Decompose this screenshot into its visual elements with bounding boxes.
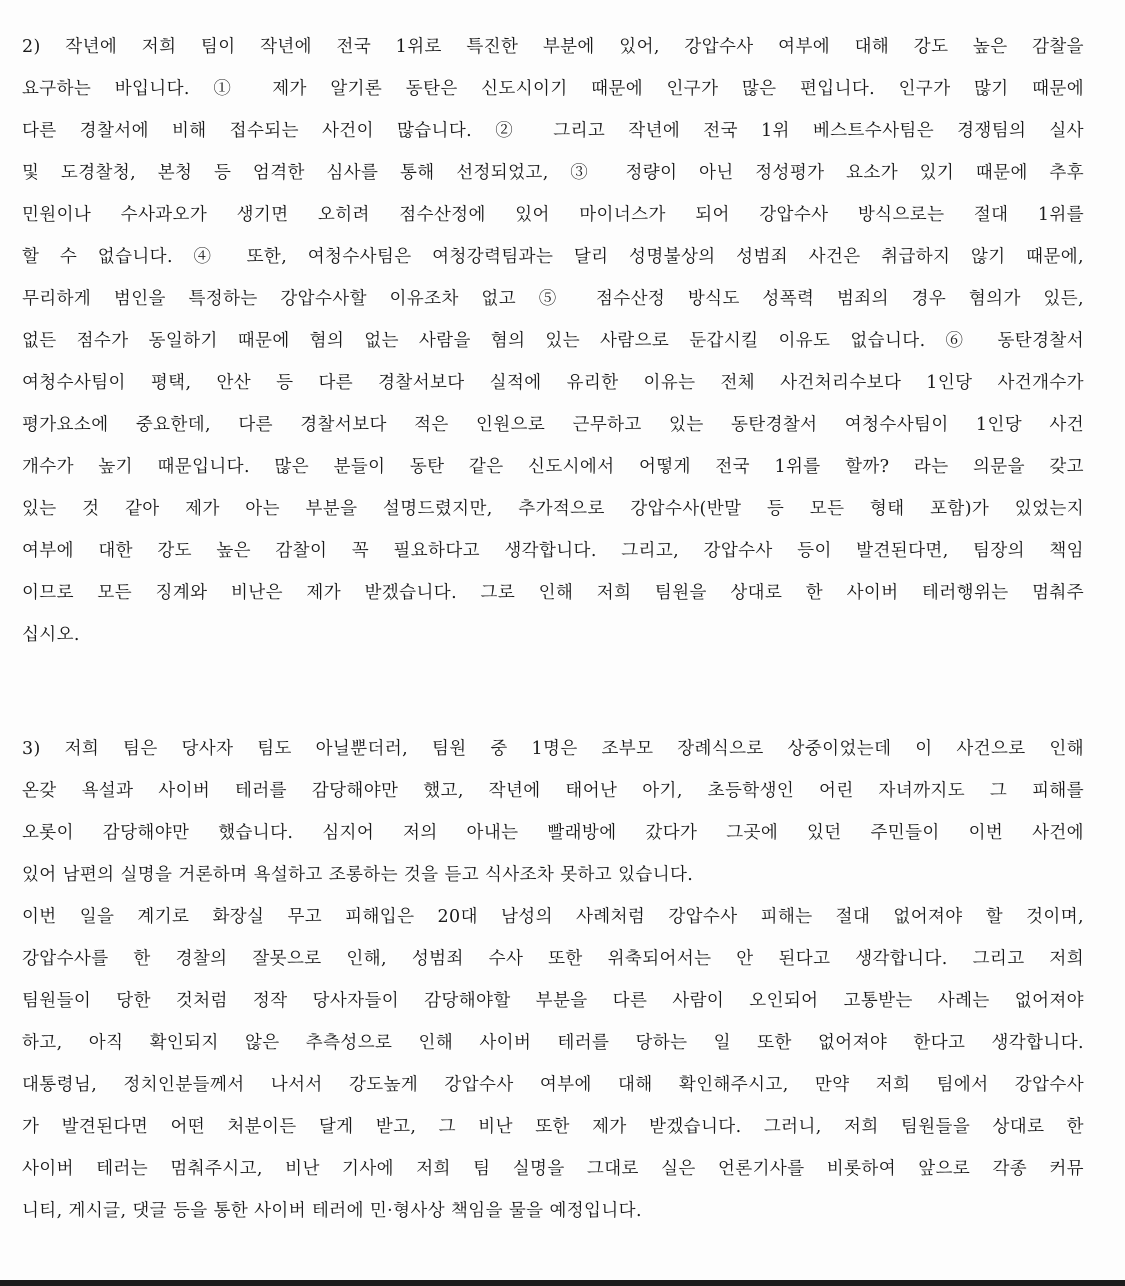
text-line: 여청수사팀이 평택, 안산 등 다른 경찰서보다 실적에 유리한 이유는 전체 사건처리수보다 1인당 사건개수가 (22, 373, 1084, 393)
text-line: 강압수사를 한 경찰의 잘못으로 인해, 성범죄 수사 또한 위축되어서는 안 된다고 생각합니다. 그리고 저희 (22, 949, 1084, 969)
text-line: 여부에 대한 강도 높은 감찰이 꼭 필요하다고 생각합니다. 그리고, 강압수사 등이 발견된다면, 팀장의 책임 (22, 541, 1084, 561)
text-line: 십시오. (22, 625, 80, 645)
text-line: 있는 것 같아 제가 아는 부분을 설명드렸지만, 추가적으로 강압수사(반말 등 모든 형태 포함)가 있었는지 (22, 499, 1084, 519)
text-line: 할 수 없습니다. ④ 또한, 여청수사팀은 여청강력팀과는 달리 성명불상의 성범죄 사건은 취급하지 않기 때문에, (22, 247, 1084, 267)
text-line: 대통령님, 정치인분들께서 나서서 강도높게 강압수사 여부에 대해 확인해주시고, 만약 저희 팀에서 강압수사 (22, 1075, 1084, 1095)
text-line: 온갖 욕설과 사이버 테러를 감당해야만 했고, 작년에 태어난 아기, 초등학생인 어린 자녀까지도 그 피해를 (22, 781, 1084, 801)
text-line: 무리하게 범인을 특정하는 강압수사할 이유조차 없고 ⑤ 점수산정 방식도 성폭력 범죄의 경우 혐의가 있든, (22, 289, 1084, 309)
text-line: 오롯이 감당해야만 했습니다. 심지어 저의 아내는 빨래방에 갔다가 그곳에 있던 주민들이 이번 사건에 (22, 823, 1084, 843)
text-line: 사이버 테러는 멈춰주시고, 비난 기사에 저희 팀 실명을 그대로 실은 언론기사를 비롯하여 앞으로 각종 커뮤 (22, 1159, 1084, 1179)
text-line: 가 발견된다면 어떤 처분이든 달게 받고, 그 비난 또한 제가 받겠습니다. 그러니, 저희 팀원들을 상대로 한 (22, 1117, 1084, 1137)
paragraph-section-3 (22, 728, 1084, 1232)
text-line: 민원이나 수사과오가 생기면 오히려 점수산정에 있어 마이너스가 되어 강압수사 방식으로는 절대 1위를 (22, 205, 1084, 225)
bottom-border (0, 1280, 1125, 1286)
text-line: 및 도경찰청, 본청 등 엄격한 심사를 통해 선정되었고, ③ 정량이 아닌 정성평가 요소가 있기 때문에 추후 (22, 163, 1084, 183)
text-line: 요구하는 바입니다. ① 제가 알기론 동탄은 신도시이기 때문에 인구가 많은 편입니다. 인구가 많기 때문에 (22, 79, 1084, 99)
text-line: 없든 점수가 동일하기 때문에 혐의 없는 사람을 혐의 있는 사람으로 둔갑시킬 이유도 없습니다. ⑥ 동탄경찰서 (22, 331, 1084, 351)
text-line: 다른 경찰서에 비해 접수되는 사건이 많습니다. ② 그리고 작년에 전국 1위 베스트수사팀은 경쟁팀의 실사 (22, 121, 1084, 141)
text-line: 니티, 게시글, 댓글 등을 통한 사이버 테러에 민·형사상 책임을 물을 예정입니다. (22, 1201, 642, 1221)
text-line: 평가요소에 중요한데, 다른 경찰서보다 적은 인원으로 근무하고 있는 동탄경찰서 여청수사팀이 1인당 사건 (22, 415, 1084, 435)
text-line: 팀원들이 당한 것처럼 정작 당사자들이 감당해야할 부분을 다른 사람이 오인되어 고통받는 사례는 없어져야 (22, 991, 1084, 1011)
text-line: 개수가 높기 때문입니다. 많은 분들이 동탄 같은 신도시에서 어떻게 전국 1위를 할까? 라는 의문을 갖고 (22, 457, 1084, 477)
text-line: 2) 작년에 저희 팀이 작년에 전국 1위로 특진한 부분에 있어, 강압수사 여부에 대해 강도 높은 감찰을 (22, 37, 1084, 57)
text-line: 하고, 아직 확인되지 않은 추측성으로 인해 사이버 테러를 당하는 일 또한 없어져야 한다고 생각합니다. (22, 1033, 1084, 1053)
text-line: 이번 일을 계기로 화장실 무고 피해입은 20대 남성의 사례처럼 강압수사 피해는 절대 없어져야 할 것이며, (22, 907, 1084, 927)
text-line: 있어 남편의 실명을 거론하며 욕설하고 조롱하는 것을 듣고 식사조차 못하고 있습니다. (22, 865, 694, 885)
text-line: 3) 저희 팀은 당사자 팀도 아닐뿐더러, 팀원 중 1명은 조부모 장례식으로 상중이었는데 이 사건으로 인해 (22, 739, 1084, 759)
text-line: 이므로 모든 징계와 비난은 제가 받겠습니다. 그로 인해 저희 팀원을 상대로 한 사이버 테러행위는 멈춰주 (22, 583, 1084, 603)
paragraph-section-2 (22, 26, 1084, 656)
